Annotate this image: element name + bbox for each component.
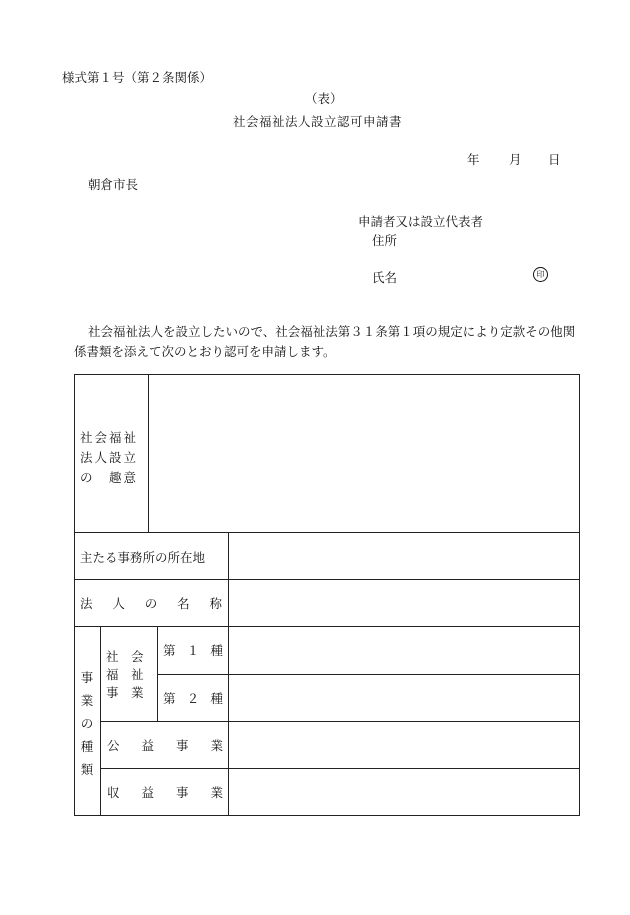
- label-char: 事: [175, 737, 189, 753]
- label-char: 益: [141, 737, 154, 753]
- label-line: 福 祉: [106, 667, 144, 682]
- document-title: 社会福祉法人設立認可申請書: [233, 114, 403, 129]
- addressee: 朝倉市長: [88, 177, 139, 192]
- label-char: 種: [210, 643, 223, 658]
- label-char: 業: [210, 737, 223, 753]
- date-day-label: 日: [548, 152, 561, 167]
- col-divider: [157, 626, 158, 721]
- label-char: 事: [80, 670, 94, 685]
- public-interest-business-value-cell[interactable]: [232, 725, 576, 765]
- row-divider: [74, 626, 580, 627]
- type-2-value-cell[interactable]: [232, 678, 576, 718]
- type-1-value-cell[interactable]: [232, 630, 576, 671]
- office-location-label: 主たる事務所の所在地: [80, 550, 206, 565]
- application-statement: 社会福祉法人を設立したいので、社会福祉法第３１条第１項の規定により定款その他関係書類を添えて次のとおり認可を申請します。: [74, 324, 576, 359]
- label-char: 種: [80, 739, 94, 754]
- business-type-label: [74, 666, 100, 781]
- label-char: 種: [210, 690, 223, 706]
- label-char: 称: [209, 595, 222, 611]
- row-divider: [74, 532, 580, 533]
- label-char: １: [186, 643, 200, 658]
- label-char: 益: [141, 784, 154, 800]
- date-month-label: 月: [509, 152, 522, 167]
- corporation-name-label: [80, 579, 222, 626]
- label-char: の: [80, 716, 94, 731]
- label-char: 業: [80, 693, 94, 708]
- address-label: 住所: [372, 233, 398, 248]
- form-number: 様式第１号（第２条関係）: [62, 70, 213, 85]
- office-location-value-cell[interactable]: [232, 536, 576, 576]
- seal-icon: 印: [533, 267, 548, 282]
- applicant-label: 申請者又は設立代表者: [358, 214, 484, 229]
- purpose-label-line: 社会福祉: [80, 430, 139, 445]
- purpose-label-line: 法人設立: [80, 450, 139, 465]
- table-border-top: [74, 374, 580, 375]
- label-char: 公: [107, 737, 120, 753]
- col-divider: [228, 532, 229, 816]
- date-year-label: 年: [467, 152, 480, 167]
- label-char: 人: [112, 595, 125, 611]
- label-char: 法: [80, 595, 93, 611]
- label-char: ２: [186, 690, 200, 706]
- profit-business-value-cell[interactable]: [232, 772, 576, 812]
- label-char: 類: [80, 762, 94, 777]
- purpose-label-line: の 趣意: [80, 470, 139, 485]
- social-welfare-business-label: [106, 648, 144, 702]
- purpose-label: [80, 428, 138, 488]
- label-char: 事: [175, 784, 189, 800]
- label-line: 社 会: [106, 649, 144, 664]
- label-char: 第: [163, 643, 176, 658]
- label-line: 事 業: [106, 685, 144, 700]
- label-char: 名: [177, 595, 190, 611]
- label-char: 第: [163, 690, 176, 706]
- type-2-label: [163, 674, 223, 721]
- corporation-name-value-cell[interactable]: [232, 583, 576, 623]
- form-side-label: （表）: [305, 91, 343, 106]
- label-char: 収: [107, 784, 120, 800]
- label-char: 業: [210, 784, 223, 800]
- profit-business-label: [107, 768, 223, 815]
- public-interest-business-label: [107, 721, 223, 768]
- table-border-right: [579, 374, 580, 816]
- type-1-label: [163, 626, 223, 674]
- table-border-bottom: [74, 815, 580, 816]
- name-label: 氏名: [372, 270, 398, 285]
- purpose-value-cell[interactable]: [152, 378, 576, 529]
- col-divider: [100, 626, 101, 816]
- label-char: の: [144, 595, 158, 611]
- col-divider: [148, 374, 149, 532]
